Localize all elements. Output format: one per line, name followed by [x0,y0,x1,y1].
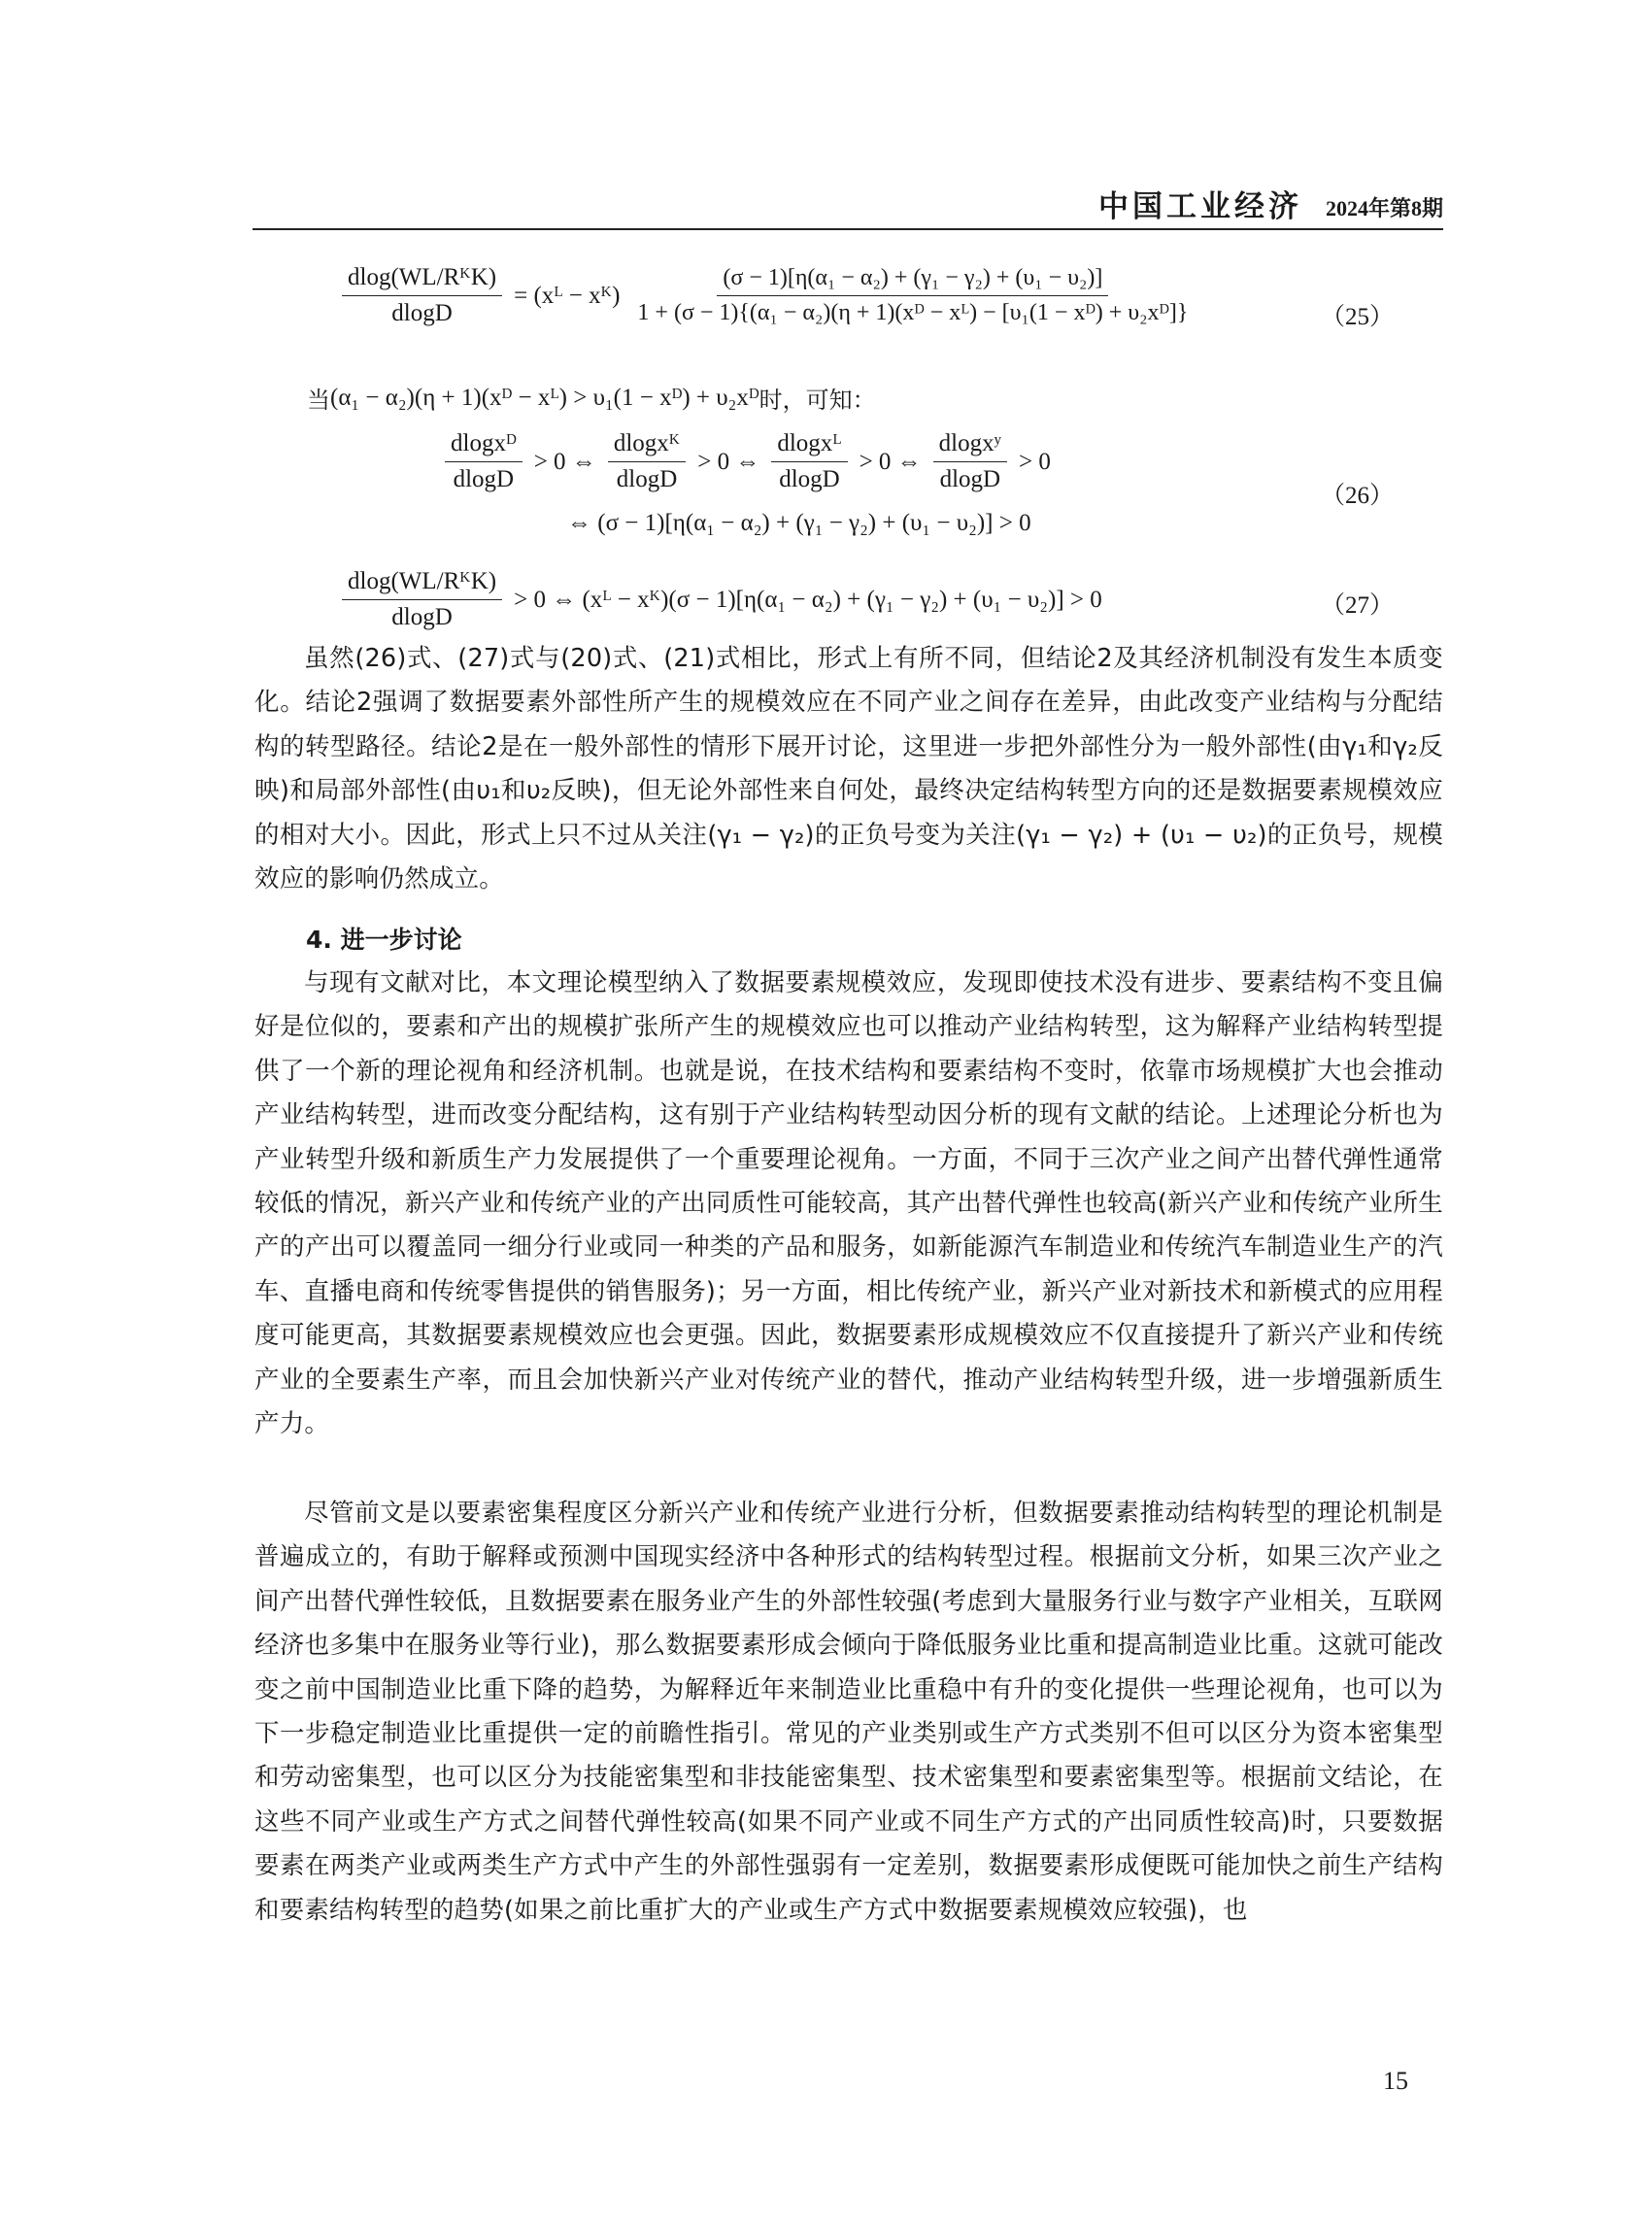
eq26-rel-last: > 0 [1019,448,1051,475]
issue-label: 2024年第8期 [1325,196,1443,220]
equation-25-number: （25） [1321,304,1395,330]
eq25-rhs-denominator: 1 + (σ − 1){(α₁ − α₂)(η + 1)(xᴰ − xᴸ) − [υ₁(1 − xᴰ) + υ₂xᴰ]} [637,300,1189,325]
body-paragraph-3: 尽管前文是以要素密集程度区分新兴产业和传统产业进行分析，但数据要素推动结构转型的理论机制是普遍成立的，有助于解释或预测中国现实经济中各种形式的结构转型过程。根据前文分析，如果三次产业之间产出替代弹性较低，且数据要素在服务业产生的外部性较强(考虑到大量服务行业与数字产业相关，互联网经济也多集中在服务业等行业)，那么数据要素形成会倾向于降低服务业比重和提高制造业比重。这就可能改变之前中国制造业比重下降的趋势，为解释近年来制造业比重稳中有升的变化提供一些理论视角，也可以为下一步稳定制造业比重提供一定的前瞻性指引。常见的产业类别或生产方式类别不但可以区分为资本密集型和劳动密集型，也可以区分为技能密集型和非技能密集型、技术密集型和要素密集型等。根据前文结论，在这些不同产业或生产方式之间替代弹性较高(如果不同产业或不同生产方式的产出同质性较高)时，只要数据要素在两类产业或两类生产方式中产生的外部性强弱有一定差别，数据要素形成便既可能加快之前生产结构和要素结构转型的趋势(如果之前比重扩大的产业或生产方式中数据要素规模效应较强)，也 [254,1499,1443,1925]
eq26-rel-2: > 0 ⇔ [697,448,760,475]
eq26-fraction-y [933,430,1007,493]
eq25-rhs-fraction [631,265,1194,326]
eq26-f1-numerator: dlogxᴰ [445,430,523,462]
body-paragraph-2: 与现有文献对比，本文理论模型纳入了数据要素规模效应，发现即使技术没有进步、要素结构不变且偏好是位似的，要素和产出的规模扩张所产生的规模效应也可以推动产业结构转型，这为解释产业结构转型提供了一个新的理论视角和经济机制。也就是说，在技术结构和要素结构不变时，依靠市场规模扩大也会推动产业结构转型，进而改变分配结构，这有别于产业结构转型动因分析的现有文献的结论。上述理论分析也为产业转型升级和新质生产力发展提供了一个重要理论视角。一方面，不同于三次产业之间产出替代弹性通常较低的情况，新兴产业和传统产业的产出同质性可能较高，其产出替代弹性也较高(新兴产业和传统产业所生产的产出可以覆盖同一细分行业或同一种类的产品和服务，如新能源汽车制造业和传统汽车制造业生产的汽车、直播电商和传统零售提供的销售服务)；另一方面，相比传统产业，新兴产业对新技术和新模式的应用程度可能更高，其数据要素规模效应也会更强。因此，数据要素形成规模效应不仅直接提升了新兴产业和传统产业的全要素生产率，而且会加快新兴产业对传统产业的替代，推动产业结构转型升级，进一步增强新质生产力。 [254,968,1443,1439]
eq27-lhs-fraction [342,568,502,631]
condition-expression: (α₁ − α₂)(η + 1)(xᴰ − xᴸ) > υ₁(1 − xᴰ) + υ₂xᴰ [330,384,759,411]
equation-25 [336,264,1199,327]
section-heading: 4. 进一步讨论 [306,926,462,954]
eq25-lhs-denominator: dlogD [391,300,453,326]
eq25-factor: = (xᴸ − xᴷ) [514,282,621,309]
eq26-f3-numerator: dlogxᴸ [771,430,847,462]
eq26-f4-denominator: dlogD [939,466,1001,492]
eq26-f2-numerator: dlogxᴷ [608,430,686,462]
condition-suffix: 时，可知： [759,387,876,414]
eq26-rel-1: > 0 ⇔ [533,448,596,475]
eq26-fraction-d [445,430,523,493]
eq27-lhs-denominator: dlogD [391,604,453,630]
eq27-lhs-numerator: dlog(WL/RᴷK) [342,568,502,600]
eq25-lhs-numerator: dlog(WL/RᴷK) [342,264,502,296]
body-paragraph-1: 虽然(26)式、(27)式与(20)式、(21)式相比，形式上有所不同，但结论2及其经济机制没有发生本质变化。结论2强调了数据要素外部性所产生的规模效应在不同产业之间存在差异，由此改变产业结构与分配结构的转型路径。结论2是在一般外部性的情形下展开讨论，这里进一步把外部性分为一般外部性(由γ₁和γ₂反映)和局部外部性(由υ₁和υ₂反映)，但无论外部性来自何处，最终决定结构转型方向的还是数据要素规模效应的相对大小。因此，形式上只不过从关注(γ₁ − γ₂)的正负号变为关注(γ₁ − γ₂) + (υ₁ − υ₂)的正负号，规模效应的影响仍然成立。 [254,644,1443,894]
eq26-rel-3: > 0 ⇔ [859,448,922,475]
eq26-f2-denominator: dlogD [616,466,678,492]
header-rule [253,228,1443,230]
condition-prefix: 当 [307,387,330,414]
equation-26-number: （26） [1321,483,1395,509]
journal-title: 中国工业经济 [1097,189,1302,224]
running-header [253,183,1443,225]
eq26-f4-numerator: dlogxʸ [933,430,1007,462]
eq25-rhs-numerator: (σ − 1)[η(α₁ − α₂) + (γ₁ − γ₂) + (υ₁ − υ₂)] [717,265,1108,296]
equation-26-line2: ⇔ (σ − 1)[η(α₁ − α₂) + (γ₁ − γ₂) + (υ₁ − υ₂)] > 0 [567,510,1031,536]
eq26-fraction-l [771,430,847,493]
eq27-rhs: > 0 ⇔ (xᴸ − xᴷ)(σ − 1)[η(α₁ − α₂) + (γ₁ − γ₂) + (υ₁ − υ₂)] > 0 [514,586,1102,613]
equation-27 [336,568,1108,631]
equation-26-line1 [439,430,1057,493]
page-number: 15 [1383,2067,1408,2095]
eq26-f1-denominator: dlogD [453,466,515,492]
eq25-lhs-fraction [342,264,502,327]
eq26-f3-denominator: dlogD [779,466,840,492]
condition-line [307,381,876,415]
equation-27-number: （27） [1321,592,1395,619]
eq26-fraction-k [608,430,686,493]
